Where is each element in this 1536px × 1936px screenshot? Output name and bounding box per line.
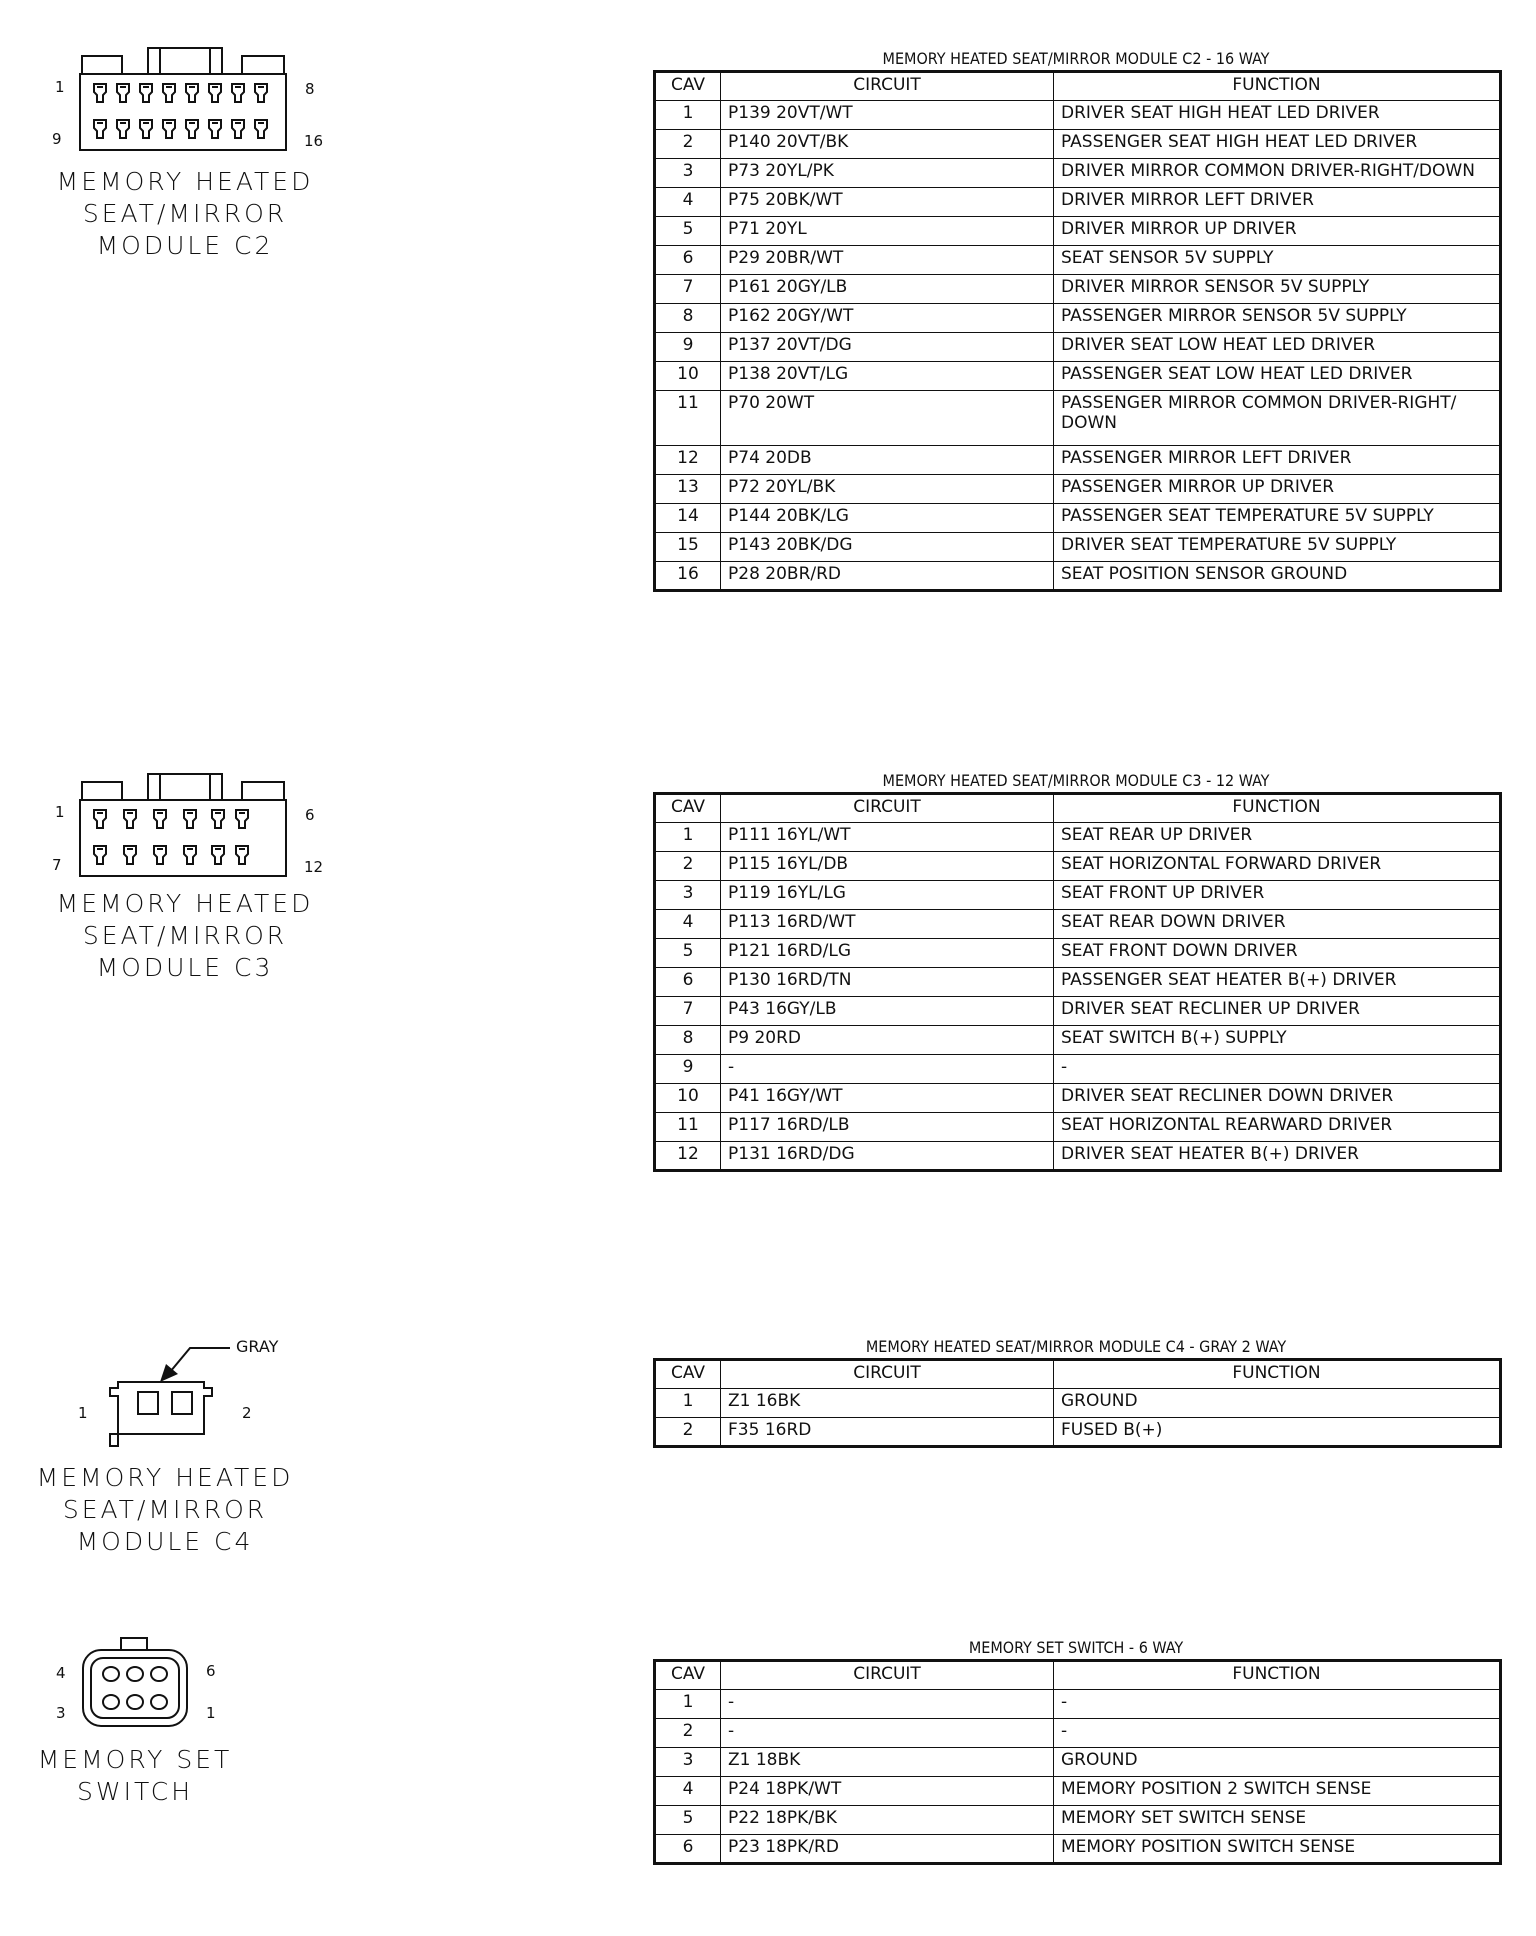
header-cav: CAV <box>655 72 721 101</box>
function-cell: SEAT FRONT UP DRIVER <box>1054 881 1501 910</box>
terminal-cavity <box>94 120 106 138</box>
table-row <box>655 997 1501 1026</box>
connector-c3-drawing <box>70 770 300 880</box>
circuit-cell: - <box>721 1690 1054 1719</box>
c2-pin-9-label: 9 <box>52 130 62 148</box>
cav-cell: 5 <box>655 939 721 968</box>
circuit-cell: P161 20GY/LB <box>721 275 1054 304</box>
function-cell: DRIVER SEAT LOW HEAT LED DRIVER <box>1054 333 1501 362</box>
cav-cell: 6 <box>655 1835 721 1864</box>
terminal-cavity <box>163 120 175 138</box>
table-row <box>655 852 1501 881</box>
header-cav: CAV <box>655 794 721 823</box>
table-row <box>655 446 1501 475</box>
terminal-cavity <box>117 84 129 102</box>
c3-pin-6-label: 6 <box>305 806 315 824</box>
circuit-cell: P74 20DB <box>721 446 1054 475</box>
cav-cell: 11 <box>655 391 721 446</box>
table-row <box>655 910 1501 939</box>
table-row <box>655 130 1501 159</box>
terminal-cavity <box>127 1695 143 1709</box>
pinout-table <box>653 792 1502 1172</box>
table-row <box>655 391 1501 446</box>
terminal-cavity <box>154 846 166 864</box>
table-row <box>655 101 1501 130</box>
function-cell: DRIVER MIRROR COMMON DRIVER-RIGHT/DOWN <box>1054 159 1501 188</box>
circuit-cell: P131 16RD/DG <box>721 1142 1054 1171</box>
terminal-cavity <box>236 810 248 828</box>
table-header-row <box>655 72 1501 101</box>
table-row <box>655 1142 1501 1171</box>
header-function: FUNCTION <box>1054 1360 1501 1389</box>
table-row <box>655 1418 1501 1447</box>
terminal-cavity <box>209 120 221 138</box>
function-cell: PASSENGER MIRROR SENSOR 5V SUPPLY <box>1054 304 1501 333</box>
circuit-cell: P130 16RD/TN <box>721 968 1054 997</box>
terminal-cavity <box>94 846 106 864</box>
cav-cell: 4 <box>655 910 721 939</box>
circuit-cell: P9 20RD <box>721 1026 1054 1055</box>
c4-pinout-table-block <box>653 1336 1499 1448</box>
function-cell: SEAT HORIZONTAL REARWARD DRIVER <box>1054 1113 1501 1142</box>
circuit-cell: P143 20BK/DG <box>721 533 1054 562</box>
terminal-cavity <box>124 810 136 828</box>
table-row <box>655 275 1501 304</box>
table-row <box>655 1690 1501 1719</box>
cav-cell: 1 <box>655 101 721 130</box>
cav-cell: 4 <box>655 188 721 217</box>
table-row <box>655 1389 1501 1418</box>
terminal-cavity <box>163 84 175 102</box>
cav-cell: 10 <box>655 1084 721 1113</box>
circuit-cell: P162 20GY/WT <box>721 304 1054 333</box>
terminal-cavity <box>255 84 267 102</box>
function-cell: DRIVER SEAT TEMPERATURE 5V SUPPLY <box>1054 533 1501 562</box>
table-title: MEMORY HEATED SEAT/MIRROR MODULE C3 - 12 WAY <box>882 771 1270 790</box>
function-cell: DRIVER SEAT HIGH HEAT LED DRIVER <box>1054 101 1501 130</box>
function-cell: SEAT SWITCH B(+) SUPPLY <box>1054 1026 1501 1055</box>
c4-pin-2-label: 2 <box>242 1404 252 1422</box>
table-row <box>655 1084 1501 1113</box>
c2-pin-8-label: 8 <box>305 80 315 98</box>
terminal-cavity <box>124 846 136 864</box>
terminal-cavity <box>140 120 152 138</box>
function-cell: FUSED B(+) <box>1054 1418 1501 1447</box>
function-cell: SEAT SENSOR 5V SUPPLY <box>1054 246 1501 275</box>
circuit-cell: P121 16RD/LG <box>721 939 1054 968</box>
switch-pin-4-label: 4 <box>56 1664 66 1682</box>
function-cell: PASSENGER SEAT LOW HEAT LED DRIVER <box>1054 362 1501 391</box>
connector-c2-drawing <box>70 44 300 154</box>
terminal-cavity <box>184 846 196 864</box>
circuit-cell: - <box>721 1055 1054 1084</box>
terminal-cavity <box>209 84 221 102</box>
pinout-table <box>653 70 1502 592</box>
table-header-row <box>655 1360 1501 1389</box>
cav-cell: 1 <box>655 1690 721 1719</box>
circuit-cell: P111 16YL/WT <box>721 823 1054 852</box>
cav-cell: 7 <box>655 997 721 1026</box>
table-title: MEMORY HEATED SEAT/MIRROR MODULE C4 - GRAY 2 WAY <box>865 1337 1287 1356</box>
circuit-cell: P24 18PK/WT <box>721 1777 1054 1806</box>
table-title: MEMORY HEATED SEAT/MIRROR MODULE C2 - 16 WAY <box>882 49 1270 68</box>
switch-pin-3-label: 3 <box>56 1704 66 1722</box>
circuit-cell: - <box>721 1719 1054 1748</box>
header-function: FUNCTION <box>1054 794 1501 823</box>
function-cell: GROUND <box>1054 1748 1501 1777</box>
circuit-cell: Z1 18BK <box>721 1748 1054 1777</box>
circuit-cell: P72 20YL/BK <box>721 475 1054 504</box>
cav-cell: 2 <box>655 130 721 159</box>
terminal-cavity <box>117 120 129 138</box>
terminal-cavity <box>186 120 198 138</box>
table-row <box>655 504 1501 533</box>
terminal-cavity <box>151 1695 167 1709</box>
header-function: FUNCTION <box>1054 1661 1501 1690</box>
cav-cell: 14 <box>655 504 721 533</box>
c3-pin-1-label: 1 <box>55 803 65 821</box>
cav-cell: 12 <box>655 446 721 475</box>
terminal-cavity <box>103 1695 119 1709</box>
c2-pin-1-label: 1 <box>55 78 65 96</box>
cav-cell: 12 <box>655 1142 721 1171</box>
table-row <box>655 533 1501 562</box>
function-cell: MEMORY SET SWITCH SENSE <box>1054 1806 1501 1835</box>
memory-set-switch-drawing <box>75 1636 205 1732</box>
c3-pinout-table-block <box>653 770 1499 1172</box>
circuit-cell: P75 20BK/WT <box>721 188 1054 217</box>
function-cell: DRIVER SEAT RECLINER UP DRIVER <box>1054 997 1501 1026</box>
header-circuit: CIRCUIT <box>721 1360 1054 1389</box>
circuit-cell: P73 20YL/PK <box>721 159 1054 188</box>
function-cell: PASSENGER MIRROR UP DRIVER <box>1054 475 1501 504</box>
cav-cell: 2 <box>655 1719 721 1748</box>
switch-pinout-table-block <box>653 1637 1499 1865</box>
header-function: FUNCTION <box>1054 72 1501 101</box>
function-cell: - <box>1054 1719 1501 1748</box>
function-cell: SEAT FRONT DOWN DRIVER <box>1054 939 1501 968</box>
terminal-cavity <box>212 846 224 864</box>
cav-cell: 13 <box>655 475 721 504</box>
circuit-cell: P137 20VT/DG <box>721 333 1054 362</box>
cav-cell: 9 <box>655 333 721 362</box>
function-cell: SEAT HORIZONTAL FORWARD DRIVER <box>1054 852 1501 881</box>
table-row <box>655 1835 1501 1864</box>
function-cell: SEAT REAR DOWN DRIVER <box>1054 910 1501 939</box>
function-cell: MEMORY POSITION 2 SWITCH SENSE <box>1054 1777 1501 1806</box>
table-row <box>655 1777 1501 1806</box>
table-row <box>655 246 1501 275</box>
terminal-cavity <box>186 84 198 102</box>
function-cell: - <box>1054 1055 1501 1084</box>
terminal-cavity <box>94 84 106 102</box>
header-cav: CAV <box>655 1360 721 1389</box>
circuit-cell: F35 16RD <box>721 1418 1054 1447</box>
pinout-table <box>653 1358 1502 1448</box>
terminal-cavity <box>103 1667 119 1681</box>
header-circuit: CIRCUIT <box>721 794 1054 823</box>
terminal-cavity <box>154 810 166 828</box>
table-row <box>655 475 1501 504</box>
circuit-cell: P43 16GY/LB <box>721 997 1054 1026</box>
table-header-row <box>655 1661 1501 1690</box>
function-cell: PASSENGER MIRROR COMMON DRIVER-RIGHT/ DOWN <box>1054 391 1501 446</box>
table-row <box>655 188 1501 217</box>
terminal-cavity <box>140 84 152 102</box>
function-cell: DRIVER MIRROR SENSOR 5V SUPPLY <box>1054 275 1501 304</box>
terminal-cavity <box>127 1667 143 1681</box>
cav-cell: 1 <box>655 823 721 852</box>
cav-cell: 9 <box>655 1055 721 1084</box>
terminal-cavity <box>236 846 248 864</box>
cav-cell: 7 <box>655 275 721 304</box>
function-cell: MEMORY POSITION SWITCH SENSE <box>1054 1835 1501 1864</box>
cav-cell: 4 <box>655 1777 721 1806</box>
cav-cell: 16 <box>655 562 721 591</box>
table-row <box>655 362 1501 391</box>
cav-cell: 8 <box>655 1026 721 1055</box>
terminal-cavity <box>212 810 224 828</box>
function-cell: GROUND <box>1054 1389 1501 1418</box>
function-cell: PASSENGER SEAT HEATER B(+) DRIVER <box>1054 968 1501 997</box>
cav-cell: 2 <box>655 852 721 881</box>
header-cav: CAV <box>655 1661 721 1690</box>
terminal-cavity <box>151 1667 167 1681</box>
connector-c4-label: MEMORY HEATED SEAT/MIRROR MODULE C4 <box>36 1463 294 1556</box>
function-cell: DRIVER SEAT RECLINER DOWN DRIVER <box>1054 1084 1501 1113</box>
table-row <box>655 823 1501 852</box>
table-row <box>655 333 1501 362</box>
circuit-cell: P139 20VT/WT <box>721 101 1054 130</box>
cav-cell: 1 <box>655 1389 721 1418</box>
table-header-row <box>655 794 1501 823</box>
connector-c3-label: MEMORY HEATED SEAT/MIRROR MODULE C3 <box>56 889 314 982</box>
cav-cell: 3 <box>655 159 721 188</box>
table-title: MEMORY SET SWITCH - 6 WAY <box>968 1638 1184 1657</box>
function-cell: PASSENGER MIRROR LEFT DRIVER <box>1054 446 1501 475</box>
terminal-cavity <box>94 810 106 828</box>
table-row <box>655 1748 1501 1777</box>
circuit-cell: P115 16YL/DB <box>721 852 1054 881</box>
cav-cell: 3 <box>655 1748 721 1777</box>
terminal-cavity <box>232 84 244 102</box>
circuit-cell: P71 20YL <box>721 217 1054 246</box>
cav-cell: 10 <box>655 362 721 391</box>
table-row <box>655 939 1501 968</box>
table-row <box>655 1806 1501 1835</box>
cav-cell: 5 <box>655 1806 721 1835</box>
circuit-cell: P28 20BR/RD <box>721 562 1054 591</box>
circuit-cell: P22 18PK/BK <box>721 1806 1054 1835</box>
c3-pin-12-label: 12 <box>304 858 324 876</box>
cav-cell: 2 <box>655 1418 721 1447</box>
table-row <box>655 1055 1501 1084</box>
function-cell: SEAT POSITION SENSOR GROUND <box>1054 562 1501 591</box>
switch-pin-1-label: 1 <box>206 1704 216 1722</box>
cav-cell: 3 <box>655 881 721 910</box>
terminal-cavity <box>232 120 244 138</box>
cav-cell: 5 <box>655 217 721 246</box>
cav-cell: 8 <box>655 304 721 333</box>
table-row <box>655 1026 1501 1055</box>
table-row <box>655 1113 1501 1142</box>
circuit-cell: P117 16RD/LB <box>721 1113 1054 1142</box>
circuit-cell: P41 16GY/WT <box>721 1084 1054 1113</box>
terminal-cavity <box>184 810 196 828</box>
c3-pin-7-label: 7 <box>52 856 62 874</box>
circuit-cell: P144 20BK/LG <box>721 504 1054 533</box>
cav-cell: 6 <box>655 968 721 997</box>
c4-gray-callout: GRAY <box>236 1337 279 1356</box>
function-cell: SEAT REAR UP DRIVER <box>1054 823 1501 852</box>
circuit-cell: P140 20VT/BK <box>721 130 1054 159</box>
header-circuit: CIRCUIT <box>721 1661 1054 1690</box>
table-row <box>655 968 1501 997</box>
function-cell: PASSENGER SEAT HIGH HEAT LED DRIVER <box>1054 130 1501 159</box>
circuit-cell: P113 16RD/WT <box>721 910 1054 939</box>
function-cell: DRIVER MIRROR LEFT DRIVER <box>1054 188 1501 217</box>
memory-set-switch-label: MEMORY SET SWITCH <box>37 1745 233 1806</box>
c4-pin-1-label: 1 <box>78 1404 88 1422</box>
c2-pinout-table-block <box>653 48 1499 592</box>
circuit-cell: P70 20WT <box>721 391 1054 446</box>
function-cell: DRIVER MIRROR UP DRIVER <box>1054 217 1501 246</box>
cav-cell: 11 <box>655 1113 721 1142</box>
connector-c2-label: MEMORY HEATED SEAT/MIRROR MODULE C2 <box>56 167 314 260</box>
table-row <box>655 217 1501 246</box>
header-circuit: CIRCUIT <box>721 72 1054 101</box>
circuit-cell: Z1 16BK <box>721 1389 1054 1418</box>
terminal-cavity <box>255 120 267 138</box>
function-cell: DRIVER SEAT HEATER B(+) DRIVER <box>1054 1142 1501 1171</box>
cav-cell: 6 <box>655 246 721 275</box>
cav-cell: 15 <box>655 533 721 562</box>
function-cell: PASSENGER SEAT TEMPERATURE 5V SUPPLY <box>1054 504 1501 533</box>
table-row <box>655 159 1501 188</box>
table-row <box>655 881 1501 910</box>
table-row <box>655 562 1501 591</box>
circuit-cell: P23 18PK/RD <box>721 1835 1054 1864</box>
circuit-cell: P29 20BR/WT <box>721 246 1054 275</box>
function-cell: - <box>1054 1690 1501 1719</box>
switch-pin-6-label: 6 <box>206 1662 216 1680</box>
c2-pin-16-label: 16 <box>304 132 324 150</box>
pinout-table <box>653 1659 1502 1865</box>
circuit-cell: P138 20VT/LG <box>721 362 1054 391</box>
table-row <box>655 304 1501 333</box>
table-row <box>655 1719 1501 1748</box>
circuit-cell: P119 16YL/LG <box>721 881 1054 910</box>
